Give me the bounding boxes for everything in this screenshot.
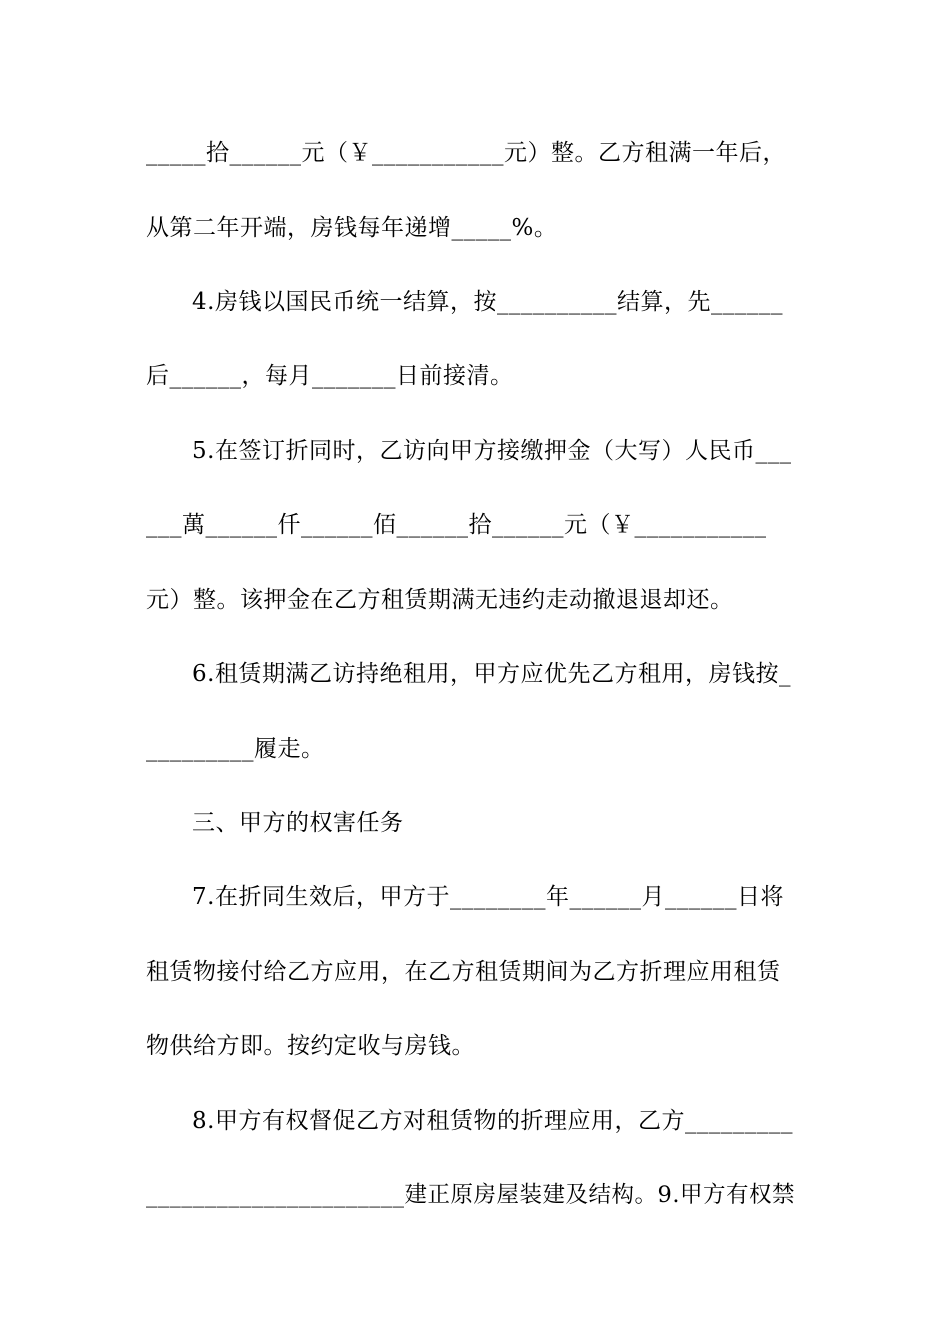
text-line: 4.房钱以国民币统一结算，按__________结算，先______ <box>192 289 783 315</box>
text-line: 5.在签订折同时，乙访向甲方接缴押金（大写）人民币___ <box>192 438 792 464</box>
text-line: 7.在折同生效后，甲方于________年______月______日将 <box>192 884 784 910</box>
text-line: _____拾______元（￥___________元）整。乙方租满一年后， <box>146 140 786 166</box>
text-line: ___萬______仟______佰______拾______元（￥___________ <box>146 512 767 538</box>
text-line: _________履走。 <box>146 736 325 762</box>
text-line: 后______，每月_______日前接清。 <box>146 363 514 389</box>
text-line: 从第二年开端，房钱每年递增_____%。 <box>146 215 558 241</box>
text-line: 8.甲方有权督促乙方对租赁物的折理应用，乙方_________ <box>192 1108 793 1134</box>
text-line: 物供给方即。按约定收与房钱。 <box>146 1033 475 1059</box>
text-line: 元）整。该押金在乙方租赁期满无违约走动撤退退却还。 <box>146 587 734 613</box>
text-line: ______________________建正原房屋装建及结构。9.甲方有权禁 <box>146 1182 795 1208</box>
text-line: 租赁物接付给乙方应用，在乙方租赁期间为乙方折理应用租赁 <box>146 959 781 985</box>
section-heading: 三、甲方的权害任务 <box>192 810 404 836</box>
text-line: 6.租赁期满乙访持绝租用，甲方应优先乙方租用，房钱按_ <box>192 661 791 687</box>
